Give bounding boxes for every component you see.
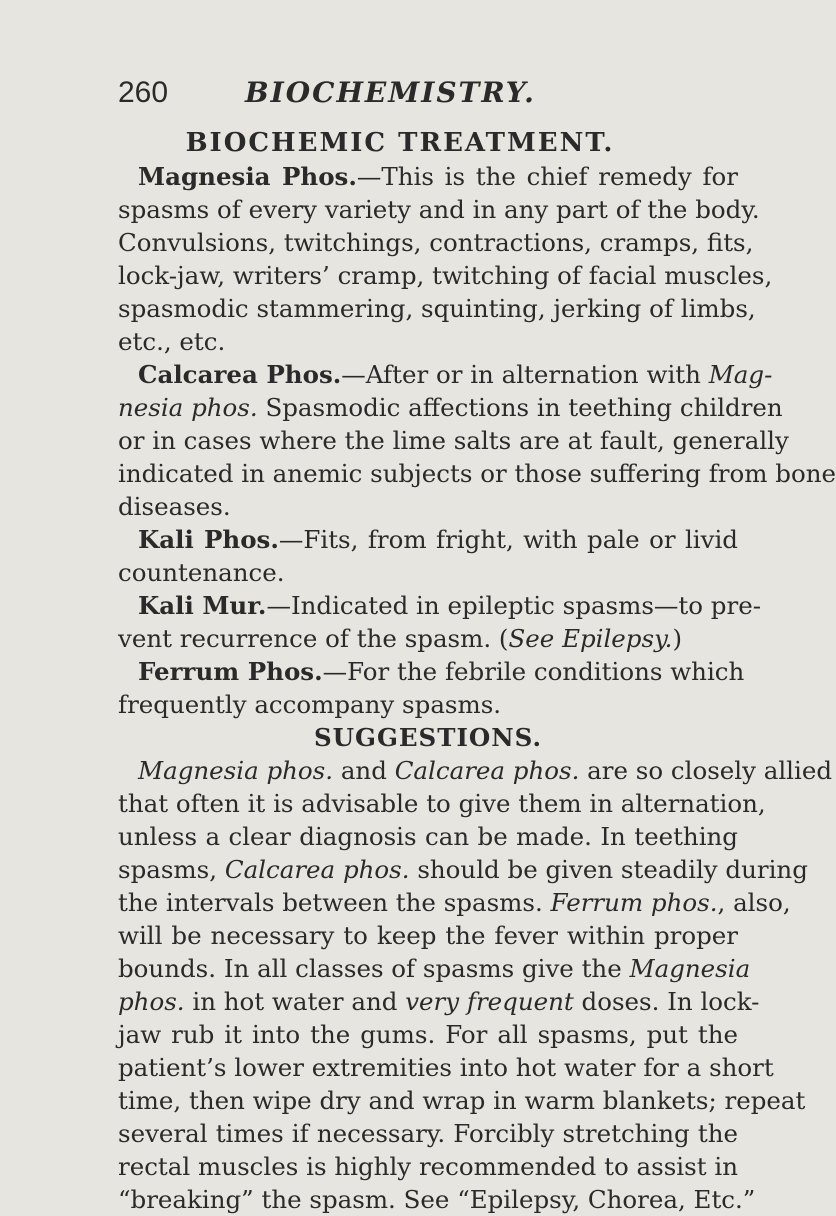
text-segment: Calcarea Phos. bbox=[138, 360, 342, 389]
text-line bbox=[118, 523, 738, 556]
text-segment: Calcarea phos. bbox=[224, 855, 410, 884]
text-line bbox=[118, 985, 760, 1018]
text-segment: Ferrum Phos. bbox=[138, 657, 323, 686]
text-line bbox=[118, 226, 754, 259]
text-line bbox=[118, 721, 738, 754]
body-text bbox=[118, 160, 836, 1216]
text-line bbox=[118, 589, 761, 622]
text-segment: Spasmodic affections in teething children bbox=[257, 393, 783, 422]
text-segment: Kali Mur. bbox=[138, 591, 267, 620]
text-line bbox=[118, 919, 738, 952]
text-line bbox=[118, 358, 773, 391]
section-title: BIOCHEMIC TREATMENT. bbox=[185, 128, 615, 158]
text-segment: several times if necessary. Forcibly stretching the bbox=[118, 1119, 738, 1148]
text-line bbox=[118, 391, 783, 424]
text-line bbox=[118, 1018, 738, 1051]
text-segment: that often it is advisable to give them in alternation, bbox=[118, 789, 766, 818]
text-line bbox=[118, 1084, 806, 1117]
text-segment: See Epilepsy. bbox=[508, 624, 673, 653]
text-line bbox=[118, 853, 808, 886]
page-header bbox=[0, 72, 800, 112]
text-segment: —This is the chief remedy for bbox=[356, 162, 738, 191]
text-segment: diseases. bbox=[118, 492, 231, 521]
text-line bbox=[118, 259, 773, 292]
page-number: 260 bbox=[118, 76, 169, 109]
text-line bbox=[118, 325, 738, 358]
text-segment: —For the febrile conditions which bbox=[322, 657, 745, 686]
text-segment: doses. In lock- bbox=[573, 987, 760, 1016]
running-head: BIOCHEMISTRY. bbox=[245, 76, 536, 109]
text-segment: ) bbox=[672, 624, 683, 653]
text-segment: very frequent bbox=[405, 987, 574, 1016]
text-segment: countenance. bbox=[118, 558, 285, 587]
text-segment: , also, bbox=[717, 888, 791, 917]
text-line bbox=[118, 754, 833, 787]
text-segment: Convulsions, twitchings, contractions, cramps, fits, bbox=[118, 228, 754, 257]
text-segment: should be given steadily during bbox=[409, 855, 808, 884]
text-segment: rectal muscles is highly recommended to assist in bbox=[118, 1152, 738, 1181]
text-segment: and bbox=[333, 756, 395, 785]
text-segment: Magnesia bbox=[629, 954, 751, 983]
text-segment: will be necessary to keep the fever within proper bbox=[118, 921, 738, 950]
text-segment: Magnesia phos. bbox=[138, 756, 334, 785]
text-segment: SUGGESTIONS. bbox=[313, 723, 543, 752]
text-line bbox=[118, 160, 738, 193]
text-segment: lock-jaw, writers’ cramp, twitching of facial muscles, bbox=[118, 261, 773, 290]
text-segment: time, then wipe dry and wrap in warm blankets; repeat bbox=[118, 1086, 806, 1115]
text-line bbox=[118, 193, 760, 226]
text-segment: nesia phos. bbox=[118, 393, 258, 422]
text-segment: vent recurrence of the spasm. ( bbox=[118, 624, 509, 653]
text-line bbox=[118, 886, 791, 919]
text-line bbox=[118, 1051, 774, 1084]
text-line bbox=[118, 655, 745, 688]
text-line bbox=[118, 457, 836, 490]
text-segment: spasms of every variety and in any part of the body. bbox=[118, 195, 760, 224]
text-segment: patient’s lower extremities into hot water for a short bbox=[118, 1053, 774, 1082]
text-segment: —After or in alternation with bbox=[341, 360, 709, 389]
text-line bbox=[118, 556, 738, 589]
text-line bbox=[118, 688, 738, 721]
text-segment: or in cases where the lime salts are at fault, generally bbox=[118, 426, 789, 455]
text-segment: spasmodic stammering, squinting, jerking of limbs, bbox=[118, 294, 756, 323]
text-segment: phos. bbox=[118, 987, 185, 1016]
text-line bbox=[118, 1150, 738, 1183]
text-segment: “breaking” the spasm. See “Epilepsy, Chorea, Etc.” bbox=[118, 1185, 756, 1214]
text-segment: the intervals between the spasms. bbox=[118, 888, 551, 917]
text-segment: bounds. In all classes of spasms give the bbox=[118, 954, 630, 983]
text-line bbox=[118, 424, 789, 457]
text-segment: unless a clear diagnosis can be made. In teething bbox=[118, 822, 738, 851]
text-segment: frequently accompany spasms. bbox=[118, 690, 502, 719]
text-line bbox=[118, 1183, 756, 1216]
text-segment: in hot water and bbox=[184, 987, 406, 1016]
text-line bbox=[118, 490, 738, 523]
text-segment: spasms, bbox=[118, 855, 225, 884]
text-segment: etc., etc. bbox=[118, 327, 226, 356]
text-line bbox=[118, 820, 738, 853]
text-segment: are so closely allied bbox=[579, 756, 833, 785]
text-segment: Mag- bbox=[708, 360, 773, 389]
text-segment: indicated in anemic subjects or those suffering from bone bbox=[118, 459, 836, 488]
text-segment: —Fits, from fright, with pale or livid bbox=[278, 525, 738, 554]
text-segment: Ferrum phos. bbox=[550, 888, 718, 917]
text-segment: Kali Phos. bbox=[138, 525, 279, 554]
text-line bbox=[118, 292, 756, 325]
text-segment: —Indicated in epileptic spasms—to pre- bbox=[266, 591, 761, 620]
text-line bbox=[118, 787, 766, 820]
text-segment: jaw rub it into the gums. For all spasms, put the bbox=[118, 1020, 738, 1049]
text-line bbox=[118, 952, 751, 985]
text-segment: Magnesia Phos. bbox=[138, 162, 357, 191]
text-line bbox=[118, 1117, 738, 1150]
text-line bbox=[118, 622, 738, 655]
text-segment: Calcarea phos. bbox=[394, 756, 580, 785]
